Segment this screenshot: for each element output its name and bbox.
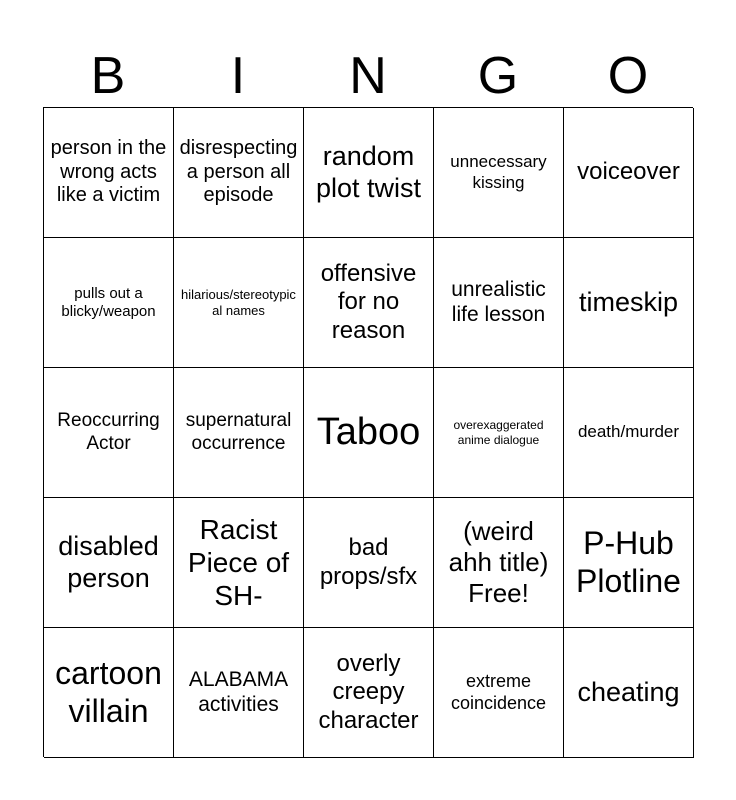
- header-letter-o: O: [607, 47, 649, 105]
- bingo-cell[interactable]: bad props/sfx: [304, 498, 434, 628]
- bingo-cell[interactable]: timeskip: [564, 238, 694, 368]
- bingo-cell[interactable]: Reoccurring Actor: [44, 368, 174, 498]
- bingo-cell[interactable]: unrealistic life lesson: [434, 238, 564, 368]
- header-letter-b: B: [90, 47, 126, 105]
- bingo-cell[interactable]: random plot twist: [304, 108, 434, 238]
- bingo-cell[interactable]: cartoon villain: [44, 628, 174, 758]
- bingo-cell[interactable]: voiceover: [564, 108, 694, 238]
- bingo-cell[interactable]: Racist Piece of SH-: [174, 498, 304, 628]
- bingo-cell[interactable]: ALABAMA activities: [174, 628, 304, 758]
- bingo-cell[interactable]: person in the wrong acts like a victim: [44, 108, 174, 238]
- bingo-cell[interactable]: (weird ahh title) Free!: [434, 498, 564, 628]
- bingo-cell[interactable]: Taboo: [304, 368, 434, 498]
- bingo-cell[interactable]: disrespecting a person all episode: [174, 108, 304, 238]
- header-letter-g: G: [477, 47, 519, 105]
- bingo-cell[interactable]: overly creepy character: [304, 628, 434, 758]
- bingo-header: [43, 44, 693, 108]
- bingo-cell[interactable]: overexaggerated anime dialogue: [434, 368, 564, 498]
- bingo-cell[interactable]: unnecessary kissing: [434, 108, 564, 238]
- bingo-cell[interactable]: offensive for no reason: [304, 238, 434, 368]
- header-letter-i: I: [230, 47, 246, 105]
- bingo-cell[interactable]: supernatural occurrence: [174, 368, 304, 498]
- bingo-cell[interactable]: death/murder: [564, 368, 694, 498]
- bingo-cell[interactable]: pulls out a blicky/weapon: [44, 238, 174, 368]
- bingo-cell[interactable]: P-Hub Plotline: [564, 498, 694, 628]
- bingo-cell[interactable]: hilarious/stereotypical names: [174, 238, 304, 368]
- bingo-grid: [43, 107, 693, 757]
- bingo-cell[interactable]: extreme coincidence: [434, 628, 564, 758]
- header-letter-n: N: [349, 47, 387, 105]
- bingo-cell[interactable]: cheating: [564, 628, 694, 758]
- bingo-cell[interactable]: disabled person: [44, 498, 174, 628]
